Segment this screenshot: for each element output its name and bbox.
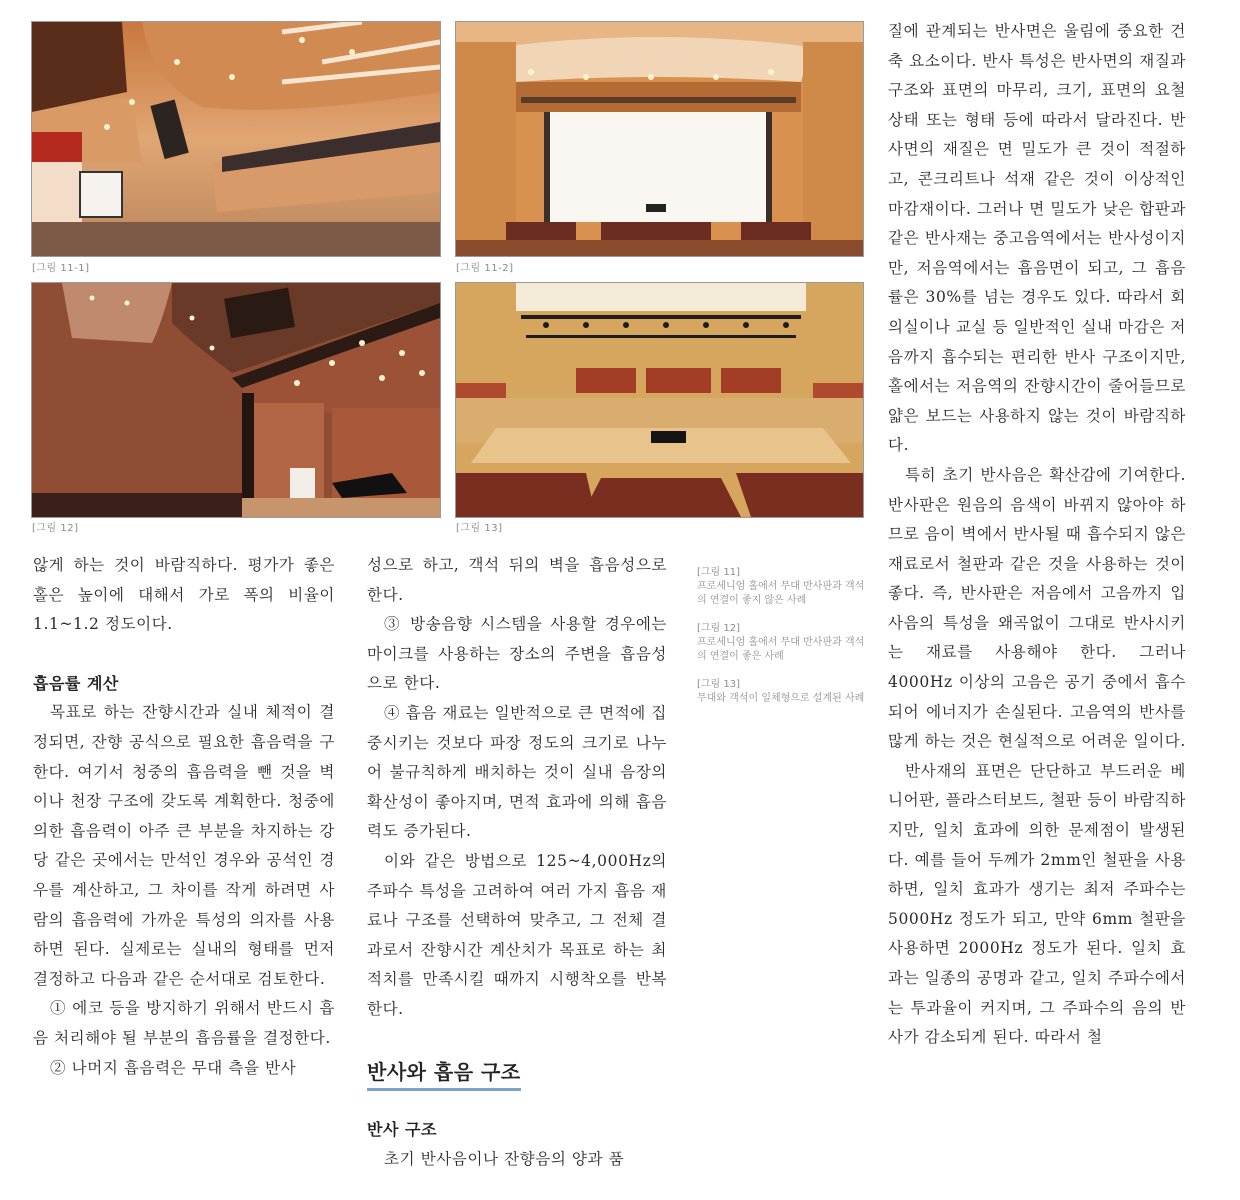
section-title-reflection-absorption: 반사와 흡음 구조 (367, 1056, 521, 1091)
figure-12-photo (31, 282, 441, 518)
col3-paragraph-2: 특히 초기 반사음은 확산감에 기여한다. 반사판은 원음의 음색이 바뀌지 않아야 하므로 음이 벽에서 반사될 때 흡수되지 않은 재료로서 철판과 같은 것을 사용하는 것이 좋다. 즉, 반사판은 저음에서 고음까지 입사음의 특성을 왜곡없이 그대로 반사시키는 재료를 사용해야 한다. 그러나 4000Hz 이상의 고음은 공기 중에서 흡수되어 에너지가 손실된다. 고음역의 반사를 많게 하는 것은 현실적으로 어려운 일이다. (888, 465, 1186, 751)
figure-captions (697, 566, 867, 720)
col2-step-4: ④ 흡음 재료는 일반적으로 큰 면적에 집중시키는 것보다 파장 정도의 크기로 나누어 불규칙하게 배치하는 것이 실내 음장의 확산성이 좋아지며, 면적 효과에 의해 흡음력도 증가된다. (367, 703, 667, 841)
wood-hall-piano-image (32, 283, 440, 517)
caption-label: [그림 11] (697, 567, 741, 578)
caption-text: 무대와 객석이 일체형으로 설계된 사례 (697, 693, 865, 704)
col1-step-2: ② 나머지 흡음력은 무대 측을 반사 (50, 1058, 297, 1077)
proscenium-stage-image (456, 22, 863, 256)
figure-11-2-label: [그림 11-2] (456, 263, 514, 274)
caption-figure-13 (697, 678, 867, 706)
col2-step-3: ③ 방송음향 시스템을 사용할 경우에는 마이크를 사용하는 장소의 주변을 흡음성으로 한다. (367, 615, 667, 693)
auditorium-balcony-image (32, 22, 440, 256)
figure-11-1-photo (31, 21, 441, 257)
subheading-reflection-structure: 반사 구조 (367, 1120, 437, 1139)
col2-paragraph-frequency: 이와 같은 방법으로 125~4,000Hz의 주파수 특성을 고려하여 여러 가지 흡음 재료나 구조를 선택하여 맞추고, 그 전체 결과로서 잔향시간 계산치가 목표로 하는 최적치를 만족시킬 때까지 시행착오를 반복한다. (367, 851, 667, 1018)
figure-12-label: [그림 12] (32, 523, 79, 534)
col3-paragraph-1: 질에 관계되는 반사면은 울림에 중요한 건축 요소이다. 반사 특성은 반사면의 재질과 구조와 표면의 마무리, 크기, 표면의 요철 상태 또는 형태 등에 따라서 달라진다. 반사면의 재질은 면 밀도가 큰 것이 적절하고, 콘크리트나 석재 같은 것이 이상적인 마감재이다. 그러나 면 밀도가 낮은 합판과 같은 반사재는 중고음역에서는 반사성이지만, 저음역에서는 흡음면이 되고, 그 흡음률은 30%를 넘는 경우도 있다. 따라서 회의실이나 교실 등 일반적인 실내 마감은 저음까지 흡수되는 편리한 반사 구조이지만, 홀에서는 저음역의 잔향시간이 줄어들므로 얇은 보드는 사용하지 않는 것이 바람직하다. (888, 22, 1186, 455)
caption-figure-12 (697, 622, 867, 664)
column-3 (888, 17, 1186, 1053)
figure-11-1-label: [그림 11-1] (32, 263, 90, 274)
caption-label: [그림 13] (697, 679, 741, 690)
caption-figure-11 (697, 566, 867, 608)
caption-text: 프로세니엄 홀에서 무대 반사판과 객석의 연결이 좋지 않은 사례 (697, 581, 865, 606)
heading-absorption-calculation: 흡음률 계산 (33, 673, 119, 693)
figure-13-label: [그림 13] (456, 523, 503, 534)
concert-hall-surround-image (456, 283, 863, 517)
col3-paragraph-3: 반사재의 표면은 단단하고 부드러운 베니어판, 플라스터보드, 철판 등이 바람직하지만, 일치 효과에 의한 문제점이 발생된다. 예를 들어 두께가 2mm인 철판을 사용하면, 일치 효과가 생기는 최저 주파수는 5000Hz 정도가 되고, 만약 6mm 철판을 사용하면 2000Hz 정도가 된다. 일치 효과는 일종의 공명과 같고, 일치 주파수에서는 투과율이 커지며, 그 주파수의 음의 반사가 감소되게 된다. 따라서 철 (888, 761, 1186, 1047)
col1-paragraph-1: 않게 하는 것이 바람직하다. 평가가 좋은 홀은 높이에 대해서 가로 폭의 비율이 1.1~1.2 정도이다. (33, 556, 335, 634)
col2-paragraph-reflection: 초기 반사음이나 잔향음의 양과 품 (384, 1149, 625, 1168)
figure-13-photo (455, 282, 864, 518)
column-1 (33, 551, 335, 1083)
column-2 (367, 551, 667, 1025)
column-2-section (367, 1115, 667, 1174)
col1-step-1: ① 에코 등을 방지하기 위해서 반드시 흡음 처리해야 될 부분의 흡음률을 결정한다. (33, 999, 335, 1047)
caption-label: [그림 12] (697, 623, 741, 634)
col1-paragraph-2: 목표로 하는 잔향시간과 실내 체적이 결정되면, 잔향 공식으로 필요한 흡음력을 구한다. 여기서 청중의 흡음력을 뺀 것을 벽이나 천장 구조에 갖도록 계획한다. 청중에 의한 흡음력이 아주 큰 부분을 차지하는 강당 같은 곳에서는 만석인 경우와 공석인 경우를 계산하고, 그 차이를 작게 하려면 사람의 흡음력에 가까운 특성의 의자를 사용하면 된다. 실제로는 실내의 형태를 먼저 결정하고 다음과 같은 순서대로 검토한다. (33, 703, 335, 988)
col2-paragraph-1: 성으로 하고, 객석 뒤의 벽을 흡음성으로 한다. (367, 556, 667, 604)
caption-text: 프로세니엄 홀에서 무대 반사판과 객석의 연결이 좋은 사례 (697, 637, 865, 662)
figure-11-2-photo (455, 21, 864, 257)
